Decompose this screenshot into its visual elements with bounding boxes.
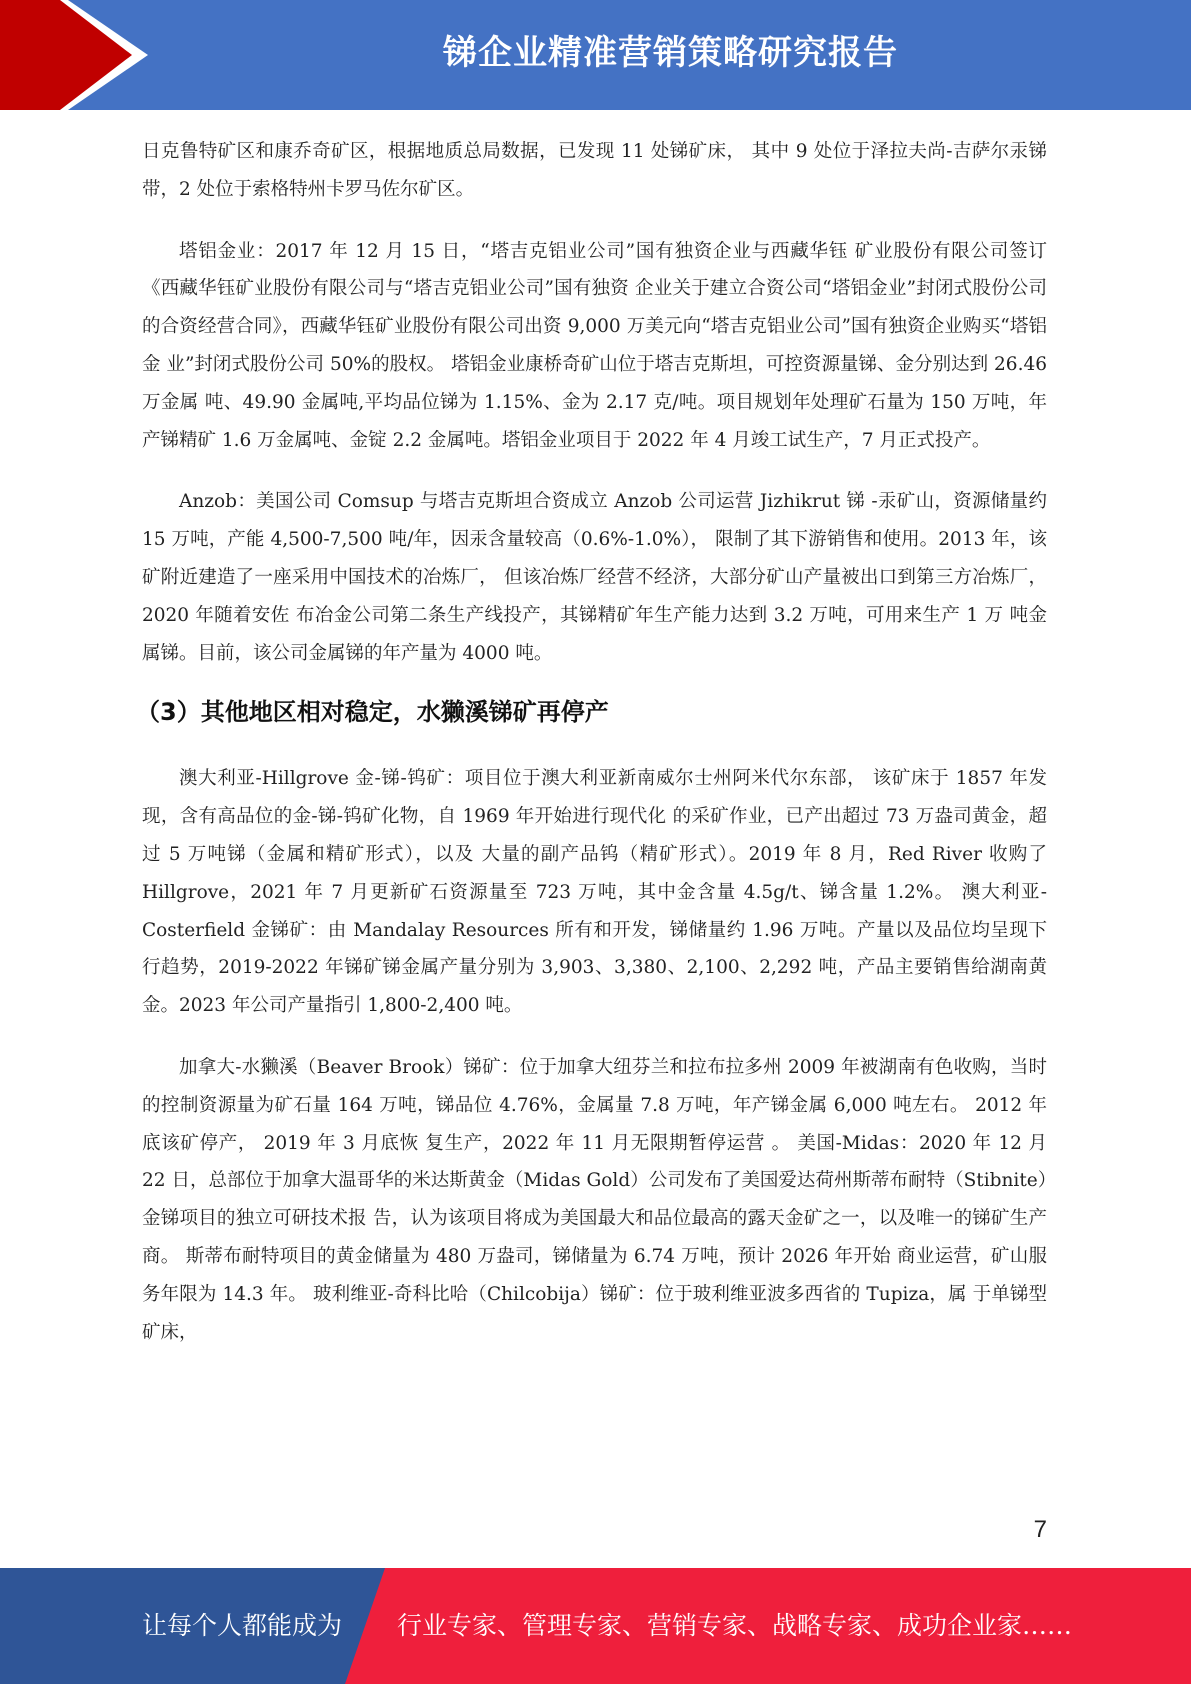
page-number: 7 <box>1033 1516 1047 1543</box>
page-header <box>0 0 1191 110</box>
footer-slogan-left: 让每个人都能成为 <box>142 1611 343 1640</box>
header-title: 锑企业精准营销策略研究报告 <box>443 33 898 73</box>
paragraph-4: 澳大利亚-Hillgrove 金-锑-钨矿：项目位于澳大利亚新南威尔士州阿米代尔东部， 该矿床于 1857 年发现，含有高品位的金-锑-钨矿化物，自 1969 年开始进行现代化 的采矿作业，已产出超过 73 万盎司黄金，超过 5 万吨锑（金属和精矿形式），以及 大量的副产品钨（精矿形式）。2019 年 8 月，Red River 收购了 Hillgrove，2021 年 7 月更新矿石资源量至 723 万吨，其中金含量 4.5g/t、锑含量 1.2%。 澳大利亚-Costerfield 金锑矿：由 Mandalay Resources 所有和开发，锑储量约 1.96 万吨。产量以及品位均呈现下行趋势，2019-2022 年锑矿锑金属产量分别为 3,903、3,380、2,100、2,292 吨，产品主要销售给湖南黄金。2023 年公司产量指引 1,800-2,400 吨。 <box>142 768 1047 1017</box>
footer-slogan-right: 行业专家、管理专家、营销专家、战略专家、成功企业家…… <box>397 1611 1073 1640</box>
paragraph-2: 塔铝金业：2017 年 12 月 15 日，“塔吉克铝业公司”国有独资企业与西藏华钰 矿业股份有限公司签订《西藏华钰矿业股份有限公司与“塔吉克铝业公司”国有独资 企业关于建立合资公司“塔铝金业”封闭式股份公司的合资经营合同》，西藏华钰矿业股份有限公司出资 9,000 万美元向“塔吉克铝业公司”国有独资企业购买“塔铝金 业”封闭式股份公司 50%的股权。 塔铝金业康桥奇矿山位于塔吉克斯坦，可控资源量锑、金分别达到 26.46 万金属 吨、49.90 金属吨,平均品位锑为 1.15%、金为 2.17 克/吨。项目规划年处理矿石量为 150 万吨，年产锑精矿 1.6 万金属吨、金锭 2.2 金属吨。塔铝金业项目于 2022 年 4 月竣工试生产，7 月正式投产。 <box>142 240 1047 451</box>
section-heading: （3）其他地区相对稳定，水獭溪锑矿再停产 <box>136 698 609 727</box>
document-body <box>136 133 1047 1351</box>
paragraph-1: 日克鲁特矿区和康乔奇矿区，根据地质总局数据，已发现 11 处锑矿床， 其中 9 处位于泽拉夫尚-吉萨尔汞锑带，2 处位于索格特州卡罗马佐尔矿区。 <box>142 141 1047 200</box>
paragraph-3: Anzob：美国公司 Comsup 与塔吉克斯坦合资成立 Anzob 公司运营 Jizhikrut 锑 -汞矿山，资源储量约 15 万吨，产能 4,500-7,500 吨/年，因汞含量较高（0.6%-1.0%）， 限制了其下游销售和使用。2013 年，该矿附近建造了一座采用中国技术的冶炼厂， 但该冶炼厂经营不经济，大部分矿山产量被出口到第三方冶炼厂，2020 年随着安佐 布冶金公司第二条生产线投产，其锑精矿年生产能力达到 3.2 万吨，可用来生产 1 万 吨金属锑。目前，该公司金属锑的年产量为 4000 吨。 <box>142 491 1047 664</box>
paragraph-5: 加拿大-水獭溪（Beaver Brook）锑矿：位于加拿大纽芬兰和拉布拉多州 2009 年被湖南有色收购，当时的控制资源量为矿石量 164 万吨，锑品位 4.76%，金属量 7.8 万吨，年产锑金属 6,000 吨左右。 2012 年底该矿停产， 2019 年 3 月底恢 复生产，2022 年 11 月无限期暂停运营 。 美国-Midas：2020 年 12 月 22 日，总部位于加拿大温哥华的米达斯黄金（Midas Gold）公司发布了美国爱达荷州斯蒂布耐特（Stibnite）金锑项目的独立可研技术报 告，认为该项目将成为美国最大和品位最高的露天金矿之一，以及唯一的锑矿生产商。 斯蒂布耐特项目的黄金储量为 480 万盎司，锑储量为 6.74 万吨，预计 2026 年开始 商业运营，矿山服务年限为 14.3 年。 玻利维亚-奇科比哈（Chilcobija）锑矿：位于玻利维亚波多西省的 Tupiza，属 于单锑型矿床， <box>142 1056 1047 1343</box>
header-red-chevron <box>0 0 160 110</box>
page-footer <box>0 1568 1191 1684</box>
